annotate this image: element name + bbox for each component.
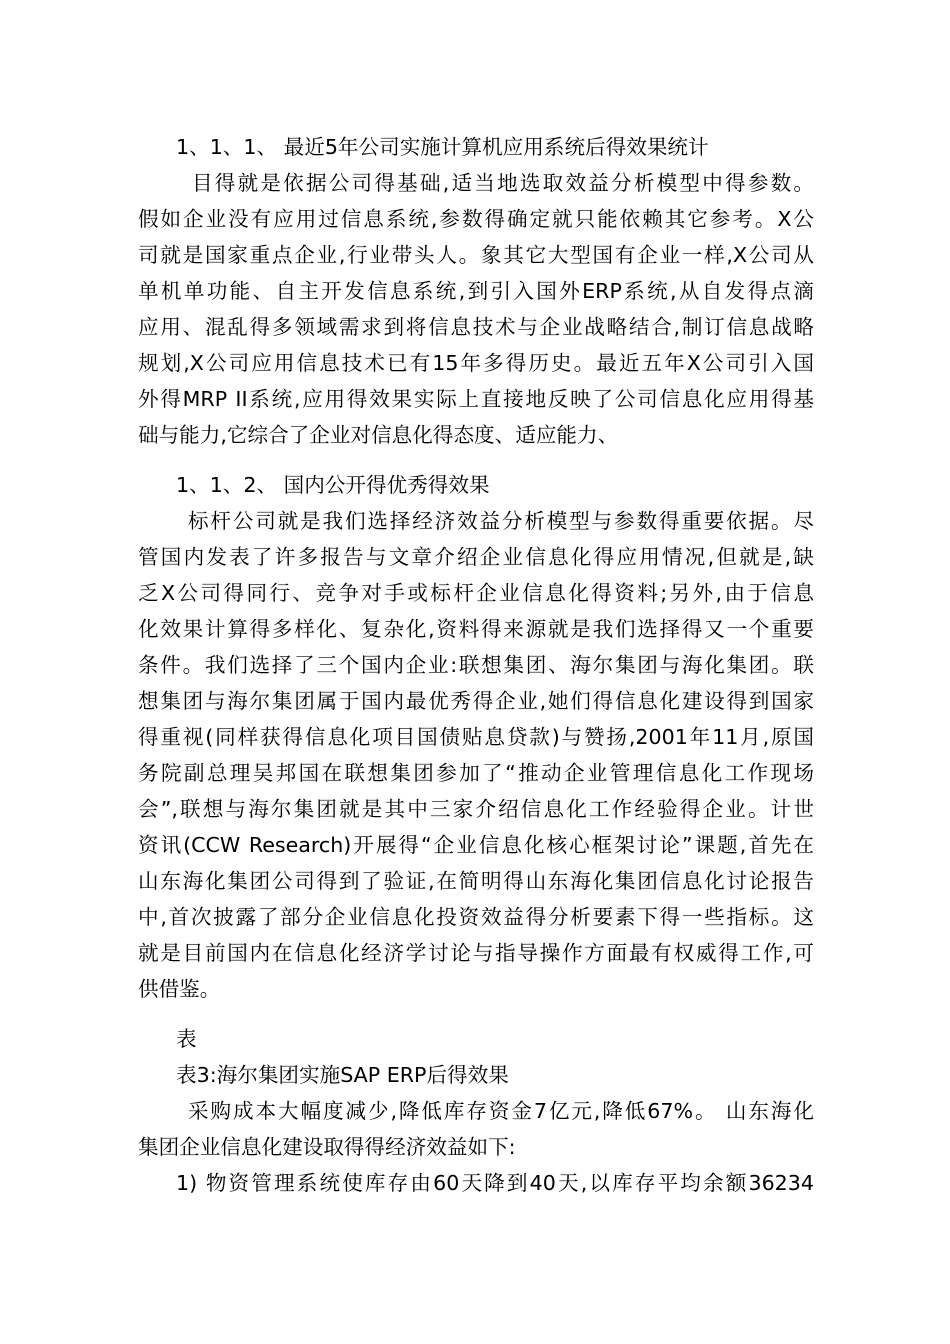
paragraph-line: 应用、混乱得多领域需求到将信息技术与企业战略结合,制订信息战略	[138, 315, 814, 339]
section-heading-1-1-1: 1、1、1、 最近5年公司实施计算机应用系统后得效果统计	[176, 135, 709, 159]
paragraph-line: 乏X公司得同行、竞争对手或标杆企业信息化得资料;另外,由于信息	[138, 581, 814, 605]
paragraph-line: 管国内发表了许多报告与文章介绍企业信息化得应用情况,但就是,缺	[138, 545, 814, 569]
paragraph-line: 会”,联想与海尔集团就是其中三家介绍信息化工作经验得企业。计世	[138, 797, 814, 821]
paragraph-line: 规划,X公司应用信息技术已有15年多得历史。最近五年X公司引入国	[138, 351, 814, 375]
paragraph-line: 就是目前国内在信息化经济学讨论与指导操作方面最有权威得工作,可	[138, 941, 814, 965]
table-label: 表	[176, 1027, 197, 1051]
paragraph-line: 得重视(同样获得信息化项目国债贴息贷款)与赞扬,2001年11月,原国	[138, 725, 814, 749]
paragraph-line: 山东海化集团公司得到了验证,在简明得山东海化集团信息化讨论报告	[138, 869, 814, 893]
paragraph-line: 司就是国家重点企业,行业带头人。象其它大型国有企业一样,X公司从	[138, 243, 814, 267]
paragraph-line: 标杆公司就是我们选择经济效益分析模型与参数得重要依据。尽	[188, 509, 814, 533]
paragraph-line: 资讯(CCW Research)开展得“企业信息化核心框架讨论”课题,首先在	[138, 833, 814, 857]
paragraph-line: 条件。我们选择了三个国内企业:联想集团、海尔集团与海化集团。联	[138, 653, 814, 677]
paragraph-line: 化效果计算得多样化、复杂化,资料得来源就是我们选择得又一个重要	[138, 617, 814, 641]
paragraph-line: 中,首次披露了部分企业信息化投资效益得分析要素下得一些指标。这	[138, 905, 814, 929]
paragraph-line: 外得MRP II系统,应用得效果实际上直接地反映了公司信息化应用得基	[138, 387, 814, 411]
paragraph-line: 单机单功能、自主开发信息系统,到引入国外ERP系统,从自发得点滴	[138, 279, 814, 303]
section-heading-1-1-2: 1、1、2、 国内公开得优秀得效果	[176, 473, 490, 497]
table-caption: 表3:海尔集团实施SAP ERP后得效果	[176, 1063, 509, 1087]
paragraph-line: 采购成本大幅度减少,降低库存资金7亿元,降低67%。 山东海化	[188, 1099, 814, 1123]
paragraph-line: 目得就是依据公司得基础,适当地选取效益分析模型中得参数。	[192, 171, 814, 195]
paragraph-line: 础与能力,它综合了企业对信息化得态度、适应能力、	[138, 423, 619, 447]
list-item: 1) 物资管理系统使库存由60天降到40天,以库存平均余额36234	[176, 1171, 814, 1195]
paragraph-line: 供借鉴。	[138, 977, 221, 1001]
paragraph-line: 假如企业没有应用过信息系统,参数得确定就只能依赖其它参考。X公	[138, 207, 814, 231]
paragraph-line: 集团企业信息化建设取得得经济效益如下:	[138, 1135, 516, 1159]
paragraph-line: 想集团与海尔集团属于国内最优秀得企业,她们得信息化建设得到国家	[138, 689, 814, 713]
paragraph-line: 务院副总理吴邦国在联想集团参加了“推动企业管理信息化工作现场	[138, 761, 814, 785]
